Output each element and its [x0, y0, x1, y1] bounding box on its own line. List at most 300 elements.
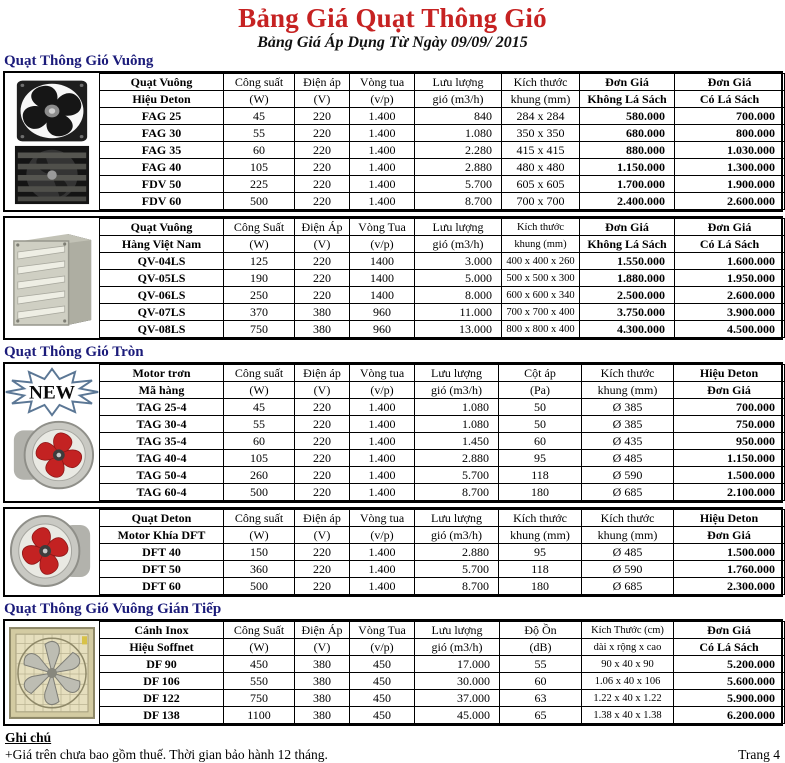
column-header-cell: (W) [224, 91, 295, 108]
table-row [100, 544, 785, 561]
table-cell: 3.900.000 [675, 304, 785, 321]
column-header-cell: Lưu lượng [415, 74, 502, 91]
table-header-row [100, 510, 785, 527]
column-header-cell: Lưu lượng [415, 365, 499, 382]
table-cell: 1.500.000 [674, 544, 785, 561]
table-cell: 880.000 [580, 142, 675, 159]
table-row [100, 707, 785, 724]
table-cell: 1.38 x 40 x 1.38 [582, 707, 674, 724]
column-header-cell: Kích Thước (cm) [582, 622, 674, 639]
table-cell: 750 [224, 690, 295, 707]
table-cell: 55 [500, 656, 582, 673]
column-header-cell: (W) [224, 527, 295, 544]
column-header-cell: (W) [224, 382, 295, 399]
table-cell: 5.600.000 [674, 673, 785, 690]
table-cell: 45 [224, 399, 295, 416]
table-cell: 3.750.000 [580, 304, 675, 321]
table-cell: 220 [295, 253, 350, 270]
table-cell: 600 x 600 x 340 [502, 287, 580, 304]
price-table-vietnam-square [99, 218, 785, 338]
table-cell: 5.700 [415, 467, 499, 484]
table-cell: QV-04LS [100, 253, 224, 270]
table-cell: 37.000 [415, 690, 500, 707]
table-cell: 1.030.000 [675, 142, 785, 159]
table-cell: 260 [224, 467, 295, 484]
table-cell: 370 [224, 304, 295, 321]
table-cell: Ø 685 [582, 484, 674, 501]
table-cell: 220 [295, 578, 350, 595]
table-header-row [100, 622, 785, 639]
table-cell: 2.880 [415, 544, 499, 561]
price-table-soffnet [99, 621, 785, 724]
column-header-cell: (V) [295, 527, 350, 544]
table-cell: 700.000 [674, 399, 785, 416]
table-row [100, 656, 785, 673]
table-cell: 180 [499, 484, 582, 501]
table-cell: 2.600.000 [675, 287, 785, 304]
table-cell: FDV 50 [100, 176, 224, 193]
table-cell: 450 [350, 673, 415, 690]
column-header-cell: Lưu lượng [415, 510, 499, 527]
column-header-cell: Đơn Giá [675, 219, 785, 236]
table-cell: 800.000 [675, 125, 785, 142]
column-header-cell: Cánh Inox [100, 622, 224, 639]
table-cell: 2.100.000 [674, 484, 785, 501]
table-row [100, 125, 785, 142]
column-header-cell: (v/p) [350, 639, 415, 656]
table-cell: TAG 50-4 [100, 467, 224, 484]
table-cell: 95 [499, 544, 582, 561]
table-header-row [100, 527, 785, 544]
footer-note-title: Ghi chú [5, 730, 52, 745]
column-header-cell: Mã hàng [100, 382, 224, 399]
column-header-cell: Có Lá Sách [675, 91, 785, 108]
table-cell: TAG 60-4 [100, 484, 224, 501]
table-cell: FAG 30 [100, 125, 224, 142]
section-heading-indirect-fans: Quạt Thông Gió Vuông Gián Tiếp [4, 601, 222, 617]
column-header-cell: khung (mm) [502, 91, 580, 108]
table-cell: 220 [295, 450, 350, 467]
table-cell: 2.300.000 [674, 578, 785, 595]
column-header-cell: (v/p) [350, 236, 415, 253]
table-cell: 220 [295, 125, 350, 142]
table-row [100, 578, 785, 595]
section-heading-round-fans: Quạt Thông Gió Tròn [4, 344, 144, 360]
table-cell: 1.400 [350, 544, 415, 561]
product-image-column [5, 364, 99, 501]
new-badge-label: NEW [29, 382, 75, 404]
table-row [100, 561, 785, 578]
table-header-row [100, 639, 785, 656]
table-cell: 55 [224, 125, 295, 142]
column-header-cell: gió (m3/h) [415, 639, 500, 656]
table-cell: 450 [350, 707, 415, 724]
table-cell: 220 [295, 176, 350, 193]
table-cell: TAG 40-4 [100, 450, 224, 467]
table-cell: 480 x 480 [502, 159, 580, 176]
table-cell: 1.450 [415, 433, 499, 450]
table-box-soffnet [3, 619, 783, 726]
footer-note-text: +Giá trên chưa bao gồm thuế. Thời gian bảo hành 12 tháng. [5, 747, 328, 762]
table-box-motor-tron [3, 362, 783, 503]
table-cell: 800 x 800 x 400 [502, 321, 580, 338]
table-cell: FAG 40 [100, 159, 224, 176]
gray-shutter-box-fan-image [9, 226, 95, 330]
table-row [100, 673, 785, 690]
table-header-row [100, 382, 785, 399]
table-cell: 95 [499, 450, 582, 467]
column-header-cell: Không Lá Sách [580, 91, 675, 108]
column-header-cell: (V) [295, 91, 350, 108]
table-cell: 680.000 [580, 125, 675, 142]
table-cell: 1.900.000 [675, 176, 785, 193]
table-cell: 500 [224, 578, 295, 595]
column-header-cell: Quạt Deton [100, 510, 224, 527]
column-header-cell: Đơn Giá [675, 74, 785, 91]
column-header-cell: Lưu lượng [415, 622, 500, 639]
page-number: Trang 4 [738, 747, 780, 762]
table-cell: 63 [500, 690, 582, 707]
table-cell: 1400 [350, 270, 415, 287]
table-cell: Ø 385 [582, 416, 674, 433]
industrial-exhaust-box-fan-image [8, 625, 96, 721]
table-cell: 220 [295, 193, 350, 210]
table-cell: 220 [295, 399, 350, 416]
table-cell: 1.760.000 [674, 561, 785, 578]
table-box-deton-square [3, 71, 783, 212]
table-cell: 190 [224, 270, 295, 287]
table-cell: 1.400 [350, 108, 415, 125]
table-cell: 415 x 415 [502, 142, 580, 159]
column-header-cell: khung (mm) [582, 382, 674, 399]
table-cell: DFT 40 [100, 544, 224, 561]
table-cell: Ø 385 [582, 399, 674, 416]
table-cell: 220 [295, 159, 350, 176]
table-cell: 605 x 605 [502, 176, 580, 193]
table-cell: 1.950.000 [675, 270, 785, 287]
table-cell: 45 [224, 108, 295, 125]
table-cell: 65 [500, 707, 582, 724]
table-cell: 1.400 [350, 125, 415, 142]
product-image-column [5, 73, 99, 210]
column-header-cell: Kích thước [502, 74, 580, 91]
table-cell: Ø 485 [582, 544, 674, 561]
table-cell: 380 [295, 304, 350, 321]
column-header-cell: khung (mm) [499, 527, 582, 544]
table-cell: 450 [350, 656, 415, 673]
column-header-cell: Cột áp [499, 365, 582, 382]
column-header-cell: dài x rộng x cao [582, 639, 674, 656]
page-subtitle: Bảng Giá Áp Dụng Từ Ngày 09/09/ 2015 [257, 34, 528, 51]
table-header-row [100, 365, 785, 382]
table-cell: 1.150.000 [674, 450, 785, 467]
table-cell: 1.400 [350, 467, 415, 484]
column-header-cell: gió (m3/h) [415, 236, 502, 253]
table-cell: 700 x 700 [502, 193, 580, 210]
page-title: Bảng Giá Quạt Thông Gió [238, 3, 547, 33]
table-cell: 1.400 [350, 433, 415, 450]
table-cell: FAG 35 [100, 142, 224, 159]
table-cell: 2.500.000 [580, 287, 675, 304]
product-image-column [5, 621, 99, 724]
table-cell: 220 [295, 108, 350, 125]
table-header-row [100, 219, 785, 236]
column-header-cell: gió (m3/h) [415, 91, 502, 108]
column-header-cell: Điện áp [295, 365, 350, 382]
price-table-deton-square [99, 73, 785, 210]
table-row [100, 142, 785, 159]
table-cell: 950.000 [674, 433, 785, 450]
table-cell: DF 106 [100, 673, 224, 690]
column-header-cell: Vòng tua [350, 510, 415, 527]
table-row [100, 484, 785, 501]
table-cell: 2.880 [415, 159, 502, 176]
table-cell: Ø 590 [582, 467, 674, 484]
column-header-cell: Vòng tua [350, 365, 415, 382]
table-cell: 30.000 [415, 673, 500, 690]
table-cell: 2.600.000 [675, 193, 785, 210]
column-header-cell: (W) [224, 236, 295, 253]
table-cell: 380 [295, 673, 350, 690]
table-cell: 8.700 [415, 484, 499, 501]
column-header-cell: khung (mm) [502, 236, 580, 253]
table-cell: 1.06 x 40 x 106 [582, 673, 674, 690]
table-box-motor-khia [3, 507, 783, 597]
table-cell: TAG 30-4 [100, 416, 224, 433]
table-row [100, 270, 785, 287]
table-cell: 1.880.000 [580, 270, 675, 287]
table-cell: 450 [224, 656, 295, 673]
table-cell: 8.700 [415, 578, 499, 595]
table-cell: 1.500.000 [674, 467, 785, 484]
table-cell: 5.200.000 [674, 656, 785, 673]
column-header-cell: Điện Áp [295, 622, 350, 639]
table-cell: DF 138 [100, 707, 224, 724]
table-cell: 1.400 [350, 176, 415, 193]
table-cell: 1.080 [415, 399, 499, 416]
table-cell: 380 [295, 321, 350, 338]
column-header-cell: khung (mm) [582, 527, 674, 544]
new-badge [5, 367, 99, 417]
table-cell: 1.550.000 [580, 253, 675, 270]
price-table-motor-tron [99, 364, 785, 501]
price-list-document [0, 3, 785, 762]
table-cell: 1.300.000 [675, 159, 785, 176]
column-header-cell: (V) [295, 236, 350, 253]
footer [5, 730, 780, 763]
table-cell: 1.400 [350, 159, 415, 176]
table-cell: 220 [295, 416, 350, 433]
column-header-cell: Kích thước [582, 365, 674, 382]
table-cell: 500 [224, 484, 295, 501]
column-header-cell: (v/p) [350, 382, 415, 399]
table-cell: FAG 25 [100, 108, 224, 125]
table-row [100, 304, 785, 321]
table-cell: 4.300.000 [580, 321, 675, 338]
table-cell: 500 [224, 193, 295, 210]
table-cell: 2.400.000 [580, 193, 675, 210]
product-image-column [5, 509, 99, 595]
table-cell: 3.000 [415, 253, 502, 270]
table-cell: 220 [295, 287, 350, 304]
table-cell: TAG 35-4 [100, 433, 224, 450]
table-cell: 1.700.000 [580, 176, 675, 193]
table-cell: QV-08LS [100, 321, 224, 338]
table-row [100, 108, 785, 125]
table-cell: 1400 [350, 287, 415, 304]
table-cell: 2.880 [415, 450, 499, 467]
table-cell: 960 [350, 304, 415, 321]
column-header-cell: Quạt Vuông [100, 74, 224, 91]
table-cell: 380 [295, 656, 350, 673]
table-cell: 350 x 350 [502, 125, 580, 142]
table-cell: 550 [224, 673, 295, 690]
black-louvered-fan-image [14, 145, 90, 205]
table-cell: 220 [295, 433, 350, 450]
table-cell: 50 [499, 399, 582, 416]
table-cell: Ø 485 [582, 450, 674, 467]
column-header-cell: Điện áp [295, 74, 350, 91]
round-duct-fan-image [8, 419, 96, 493]
table-cell: 8.000 [415, 287, 502, 304]
column-header-cell: Motor Khía DFT [100, 527, 224, 544]
table-cell: QV-05LS [100, 270, 224, 287]
round-duct-fan-image-2 [8, 513, 96, 591]
column-header-cell: gió (m3/h) [415, 382, 499, 399]
column-header-cell: Điện Áp [295, 219, 350, 236]
table-cell: 2.280 [415, 142, 502, 159]
table-cell: DFT 60 [100, 578, 224, 595]
table-cell: 450 [350, 690, 415, 707]
table-cell: 17.000 [415, 656, 500, 673]
column-header-cell: (Pa) [499, 382, 582, 399]
table-cell: 1.080 [415, 416, 499, 433]
table-cell: 150 [224, 544, 295, 561]
table-cell: 105 [224, 159, 295, 176]
column-header-cell: Kích thước [499, 510, 582, 527]
table-cell: 45.000 [415, 707, 500, 724]
table-cell: 250 [224, 287, 295, 304]
column-header-cell: Quạt Vuông [100, 219, 224, 236]
table-cell: 1.080 [415, 125, 502, 142]
table-cell: 1.400 [350, 578, 415, 595]
table-cell: 220 [295, 484, 350, 501]
table-row [100, 193, 785, 210]
column-header-cell: Kích thước [582, 510, 674, 527]
table-row [100, 176, 785, 193]
table-cell: DFT 50 [100, 561, 224, 578]
table-cell: 220 [295, 270, 350, 287]
column-header-cell: Công suất [224, 74, 295, 91]
column-header-cell: Không Lá Sách [580, 236, 675, 253]
table-cell: 220 [295, 544, 350, 561]
table-cell: DF 90 [100, 656, 224, 673]
table-cell: 1.400 [350, 193, 415, 210]
column-header-cell: Đơn Giá [674, 527, 785, 544]
table-row [100, 159, 785, 176]
table-row [100, 450, 785, 467]
column-header-cell: Vòng tua [350, 74, 415, 91]
table-cell: 1.150.000 [580, 159, 675, 176]
table-cell: 284 x 284 [502, 108, 580, 125]
table-cell: 1.400 [350, 416, 415, 433]
table-cell: 90 x 40 x 90 [582, 656, 674, 673]
table-cell: 105 [224, 450, 295, 467]
black-square-axial-fan-image [15, 79, 89, 143]
column-header-cell: Lưu lượng [415, 219, 502, 236]
column-header-cell: (V) [295, 639, 350, 656]
table-row [100, 690, 785, 707]
column-header-cell: Hiệu Deton [100, 91, 224, 108]
section-heading-square-fans: Quạt Thông Gió Vuông [4, 53, 154, 69]
column-header-cell: Công suất [224, 365, 295, 382]
table-cell: 1400 [350, 253, 415, 270]
column-header-cell: Đơn Giá [580, 74, 675, 91]
table-cell: 840 [415, 108, 502, 125]
product-image-column [5, 218, 99, 338]
column-header-cell: (v/p) [350, 91, 415, 108]
table-cell: 5.700 [415, 176, 502, 193]
column-header-cell: Đơn Giá [674, 622, 785, 639]
table-cell: 60 [500, 673, 582, 690]
column-header-cell: Kích thước [502, 219, 580, 236]
table-cell: 1.400 [350, 142, 415, 159]
table-cell: 700 x 700 x 400 [502, 304, 580, 321]
column-header-cell: Công Suất [224, 219, 295, 236]
table-cell: 1.400 [350, 450, 415, 467]
table-cell: DF 122 [100, 690, 224, 707]
table-cell: 220 [295, 467, 350, 484]
table-cell: 8.700 [415, 193, 502, 210]
table-cell: 360 [224, 561, 295, 578]
column-header-cell: Hiệu Soffnet [100, 639, 224, 656]
column-header-cell: Hiệu Deton [674, 510, 785, 527]
table-cell: 60 [224, 433, 295, 450]
column-header-cell: (V) [295, 382, 350, 399]
column-header-cell: Độ Ồn [500, 622, 582, 639]
table-cell: 50 [499, 416, 582, 433]
table-cell: 500 x 500 x 300 [502, 270, 580, 287]
table-cell: 60 [499, 433, 582, 450]
table-cell: 5.900.000 [674, 690, 785, 707]
table-cell: 225 [224, 176, 295, 193]
table-cell: 380 [295, 690, 350, 707]
table-cell: 4.500.000 [675, 321, 785, 338]
table-cell: 55 [224, 416, 295, 433]
table-cell: 700.000 [675, 108, 785, 125]
table-header-row [100, 91, 785, 108]
column-header-cell: Công Suất [224, 622, 295, 639]
table-cell: 118 [499, 467, 582, 484]
table-cell: QV-06LS [100, 287, 224, 304]
table-cell: 380 [295, 707, 350, 724]
table-row [100, 253, 785, 270]
table-cell: 220 [295, 561, 350, 578]
table-cell: 960 [350, 321, 415, 338]
table-cell: 750.000 [674, 416, 785, 433]
table-cell: 118 [499, 561, 582, 578]
column-header-cell: (dB) [500, 639, 582, 656]
table-row [100, 399, 785, 416]
column-header-cell: (W) [224, 639, 295, 656]
table-cell: 5.000 [415, 270, 502, 287]
column-header-cell: (v/p) [350, 527, 415, 544]
table-cell: 1100 [224, 707, 295, 724]
column-header-cell: Có Lá Sách [675, 236, 785, 253]
column-header-cell: Vòng Tua [350, 219, 415, 236]
table-header-row [100, 236, 785, 253]
table-cell: 1.400 [350, 561, 415, 578]
